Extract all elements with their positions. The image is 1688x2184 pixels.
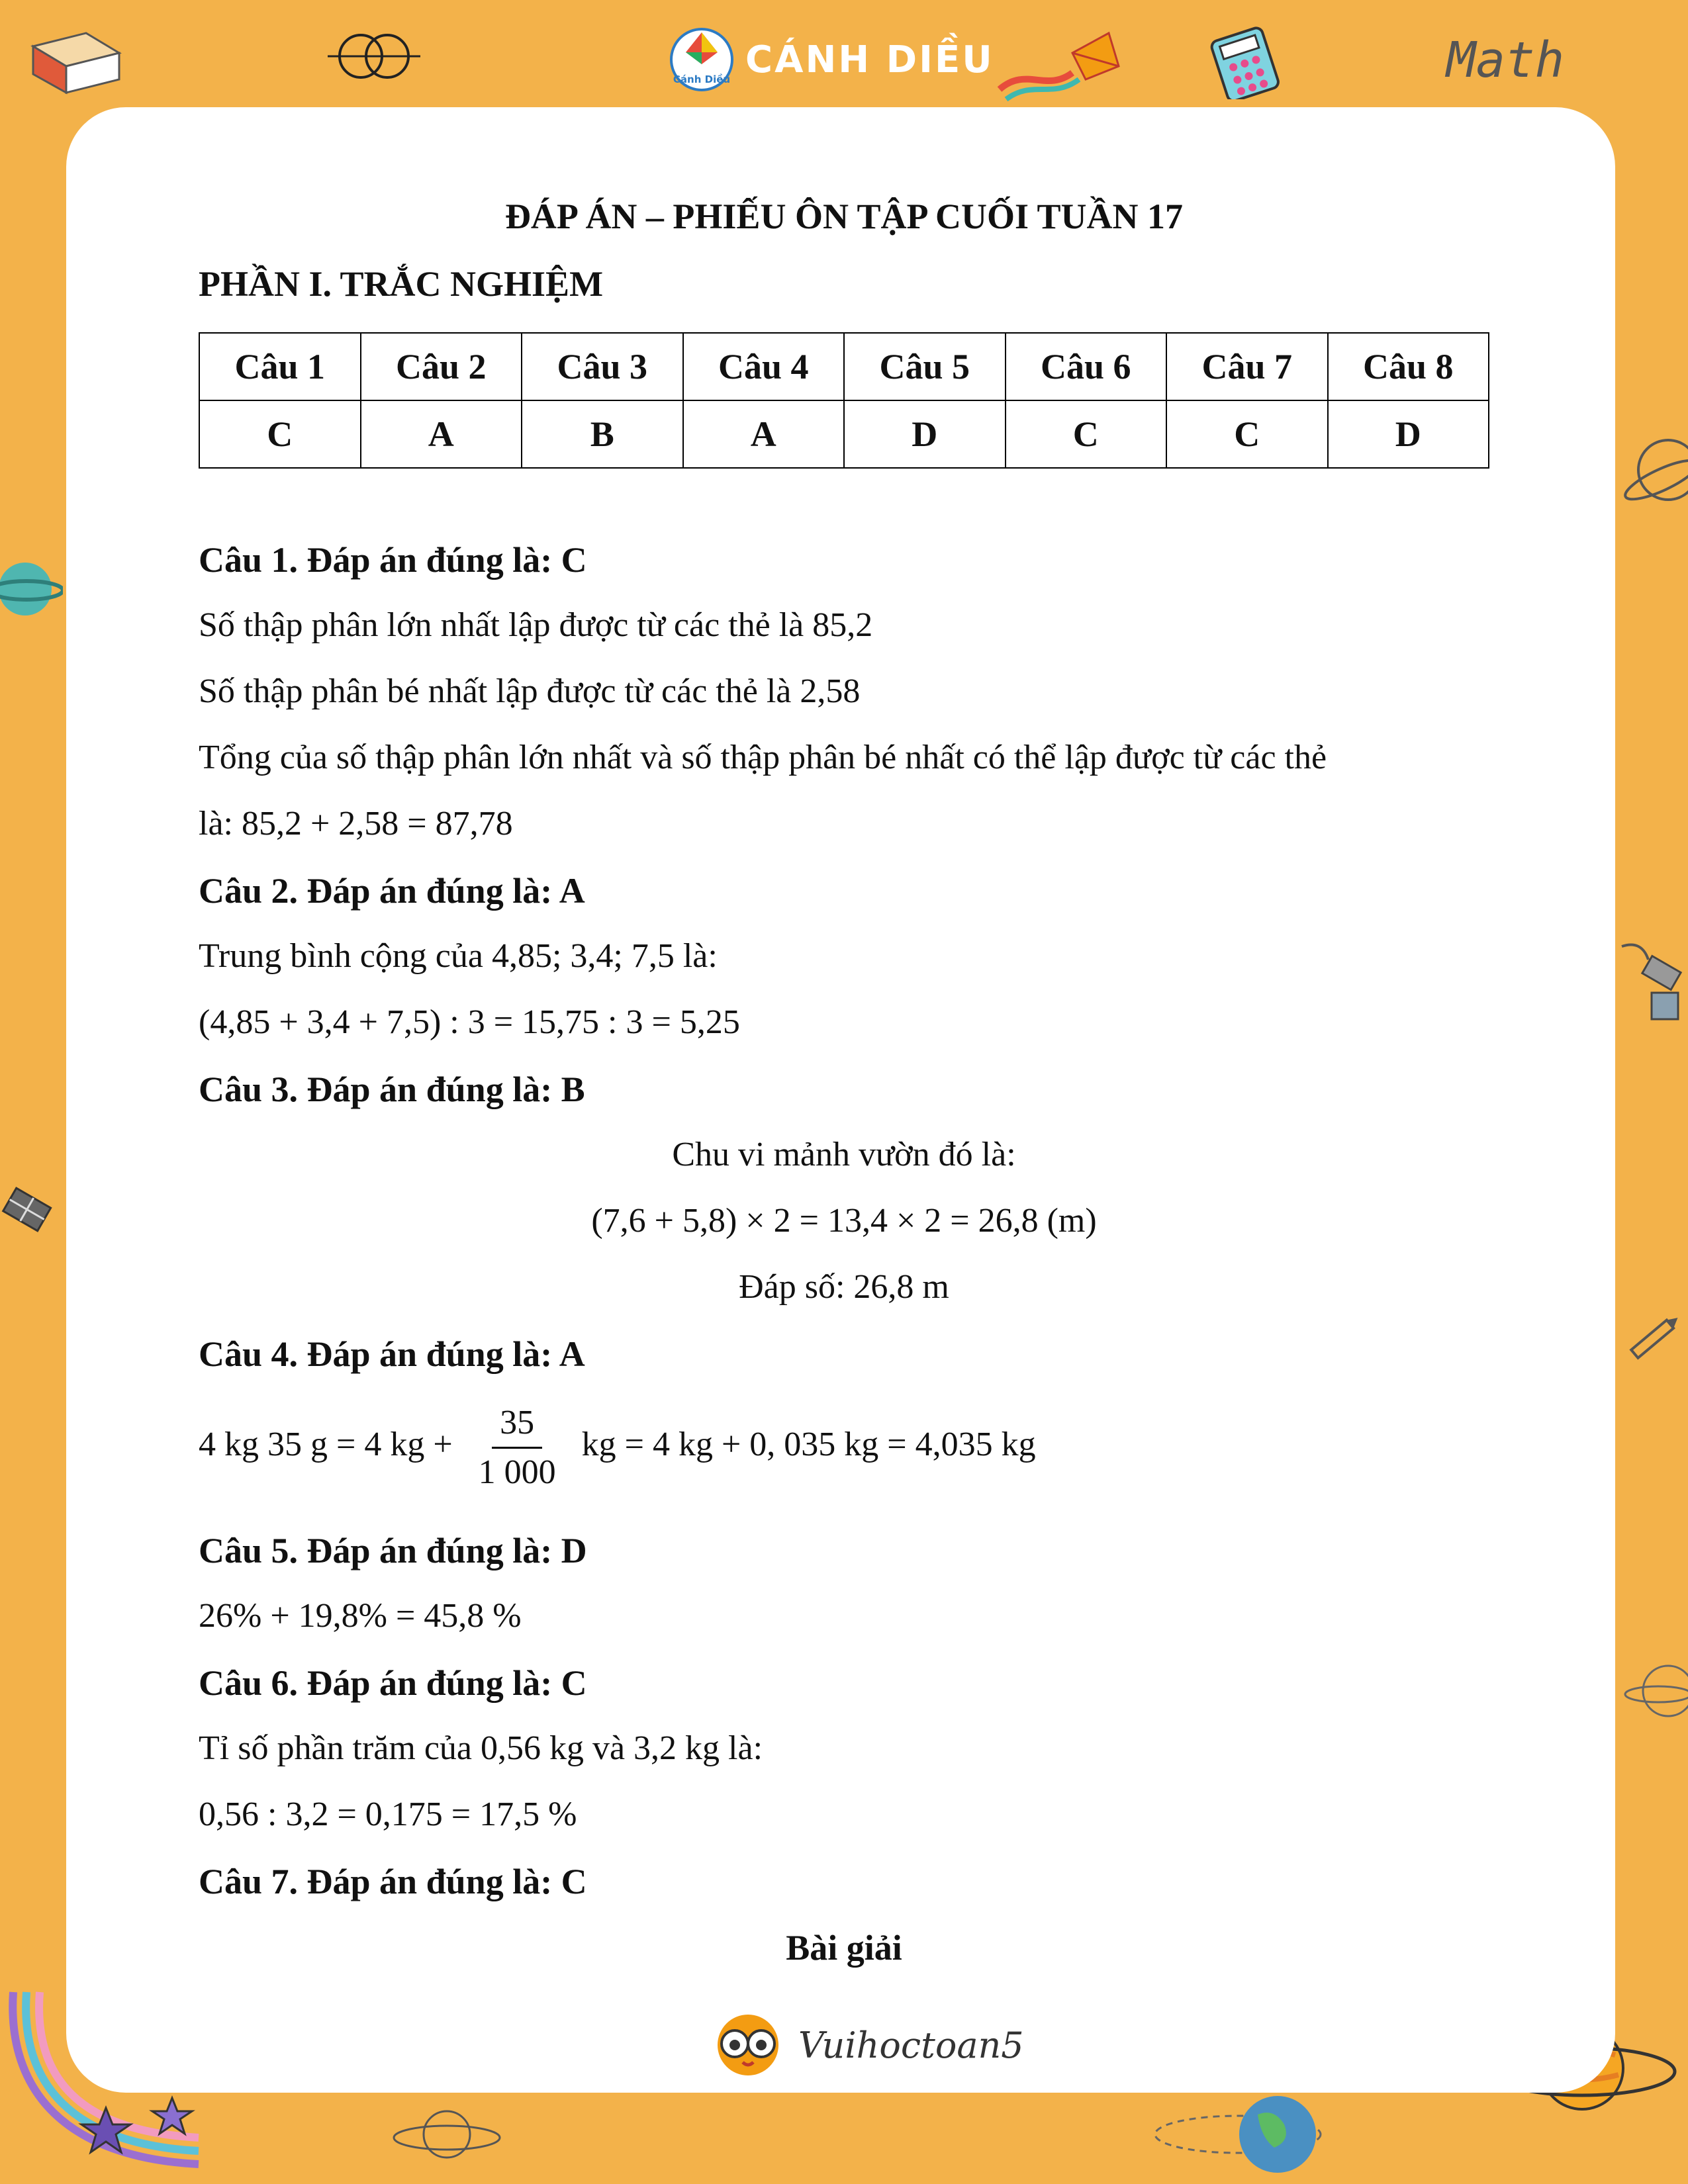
table-answer-cell: A (361, 400, 522, 468)
q4-heading: Câu 4. Đáp án đúng là: A (199, 1334, 585, 1374)
table-answer-cell: C (1166, 400, 1328, 468)
brand-logo-text: Cánh Diều (673, 73, 731, 85)
q7-heading: Câu 7. Đáp án đúng là: C (199, 1862, 587, 1901)
table-answer-cell: D (844, 400, 1006, 468)
q1-line: Số thập phân bé nhất lập được từ các thẻ là 2,58 (199, 672, 861, 710)
q1-line: Tổng của số thập phân lớn nhất và số thập phân bé nhất có thể lập được từ các thẻ (199, 739, 1327, 776)
q4-before: 4 kg 35 g = 4 kg + (199, 1426, 453, 1464)
table-header-cell: Câu 8 (1328, 333, 1489, 400)
answer-table-header-row (199, 333, 1489, 400)
q6-line: 0,56 : 3,2 = 0,175 = 17,5 % (199, 1796, 577, 1833)
answer-table (199, 332, 1489, 469)
kite-logo-icon (669, 23, 735, 96)
table-answer-cell: B (522, 400, 683, 468)
q2-line: Trung bình cộng của 4,85; 3,4; 7,5 là: (199, 937, 718, 975)
header-brand (669, 20, 994, 99)
planet-right-icon (1615, 424, 1688, 523)
ruler-box-icon (26, 26, 126, 99)
q4-fraction (471, 1403, 564, 1492)
q2-heading: Câu 2. Đáp án đúng là: A (199, 871, 585, 911)
q1-line: Số thập phân lớn nhất lập được từ các thẻ là 85,2 (199, 606, 873, 644)
table-answer-cell: C (1006, 400, 1167, 468)
footer-brand (708, 2012, 1024, 2078)
q3-heading: Câu 3. Đáp án đúng là: B (199, 1069, 585, 1109)
math-label: Math (1446, 32, 1565, 89)
brand-name: CÁNH DIỀU (745, 38, 994, 81)
planet-outline-right-icon (1622, 1655, 1688, 1727)
table-header-cell: Câu 3 (522, 333, 683, 400)
q1-line: là: 85,2 + 2,58 = 87,78 (199, 805, 513, 842)
q2-line: (4,85 + 3,4 + 7,5) : 3 = 15,75 : 3 = 5,25 (199, 1003, 740, 1041)
table-answer-cell: A (683, 400, 845, 468)
q4-denominator: 1 000 (478, 1453, 556, 1491)
q7-solution-label: Bài giải (786, 1928, 902, 1968)
q5-line: 26% + 19,8% = 45,8 % (199, 1597, 522, 1635)
q6-line: Tỉ số phần trăm của 0,56 kg và 3,2 kg là: (199, 1729, 763, 1767)
q4-numerator: 35 (492, 1403, 542, 1449)
q3-line: Đáp số: 26,8 m (739, 1268, 949, 1306)
q4-equation (199, 1403, 1036, 1492)
page-title: ĐÁP ÁN – PHIẾU ÔN TẬP CUỐI TUẦN 17 (504, 197, 1184, 236)
earth-globe-icon (1152, 2085, 1324, 2184)
satellite-dish-icon (1615, 933, 1688, 1032)
table-answer-cell: C (199, 400, 361, 468)
section-heading: PHẦN I. TRẮC NGHIỆM (199, 264, 604, 304)
planet-bottom-icon (391, 2098, 503, 2171)
answer-table-row (199, 400, 1489, 468)
q3-line: (7,6 + 5,8) × 2 = 13,4 × 2 = 26,8 (m) (591, 1202, 1097, 1240)
table-header-cell: Câu 6 (1006, 333, 1167, 400)
table-header-cell: Câu 7 (1166, 333, 1328, 400)
planet-left-icon (0, 549, 63, 629)
q4-after: kg = 4 kg + 0, 035 kg = 4,035 kg (581, 1426, 1036, 1464)
table-header-cell: Câu 2 (361, 333, 522, 400)
q1-heading: Câu 1. Đáp án đúng là: C (199, 540, 587, 580)
calculator-icon (1205, 26, 1284, 99)
table-answer-cell: D (1328, 400, 1489, 468)
q5-heading: Câu 5. Đáp án đúng là: D (199, 1531, 587, 1570)
owl-logo-icon (708, 2012, 788, 2078)
table-header-cell: Câu 1 (199, 333, 361, 400)
kite-icon (993, 26, 1125, 106)
q3-line: Chu vi mảnh vườn đó là: (672, 1136, 1016, 1173)
q6-heading: Câu 6. Đáp án đúng là: C (199, 1663, 587, 1703)
table-header-cell: Câu 5 (844, 333, 1006, 400)
table-header-cell: Câu 4 (683, 333, 845, 400)
pencil-icon (1622, 1304, 1688, 1370)
venn-diagram-icon (324, 30, 424, 83)
satellite-left-icon (0, 1165, 63, 1257)
footer-brand-text: Vuihoctoan5 (798, 2024, 1024, 2066)
